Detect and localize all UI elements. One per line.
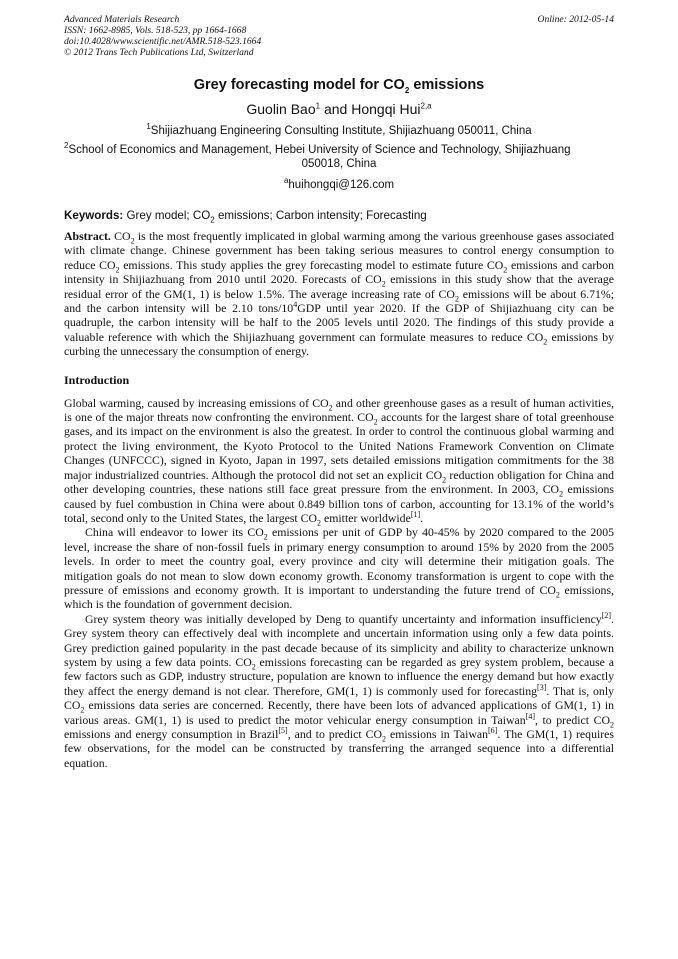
citation-6[interactable]: [6] bbox=[488, 726, 498, 736]
paper-page bbox=[64, 14, 614, 770]
abstract-label: Abstract. bbox=[64, 229, 111, 243]
keywords-label: Keywords: bbox=[64, 209, 124, 222]
journal-header bbox=[64, 14, 614, 58]
affiliation-1: $^1$Shijiazhuang Engineering Consulting Institute, Shijiazhuang 050011, China bbox=[146, 122, 532, 137]
paper-title: Grey forecasting model for $CO_2$ emissions bbox=[193, 77, 485, 95]
intro-paragraph-1: Global warming, caused by increasing emissions of $CO_2$ and other greenhouse gases as a result of human activities, is one of the major threats now confronting the environment. $CO_2$ accounts for the largest share of total greenhouse gases, and its impact on the environment is also the greatest. In order to control the continuous global warming and protect the living environment, the Kyoto Protocol to the United Nations Framework Convention on Climate Changes (UNFCCC), signed in Kyoto, Japan in 1997, sets detailed emissions mitigation commitments for the 38 major industrialized countries. Although the protocol did not set an explicit $CO_2$ reduction obligation for China and other developing countries, these nations still face great pressure from the environment. In 2003, $CO_2$ emissions caused by fuel combustion in China were about 0.849 billion tons of carbon, accounting for 13.1% of the world’s total, second only to the United States, the largest $CO_2$ emitter worldwide[1]. bbox=[64, 395, 615, 528]
citation-4[interactable]: [4] bbox=[525, 711, 536, 721]
author-list: Guolin Bao$^1$ and Hongqi Hui$^{2,a}$ bbox=[246, 101, 432, 117]
issn-line: ISSN: 1662-8985, Vols. 518-523, pp 1664-1668 bbox=[64, 25, 247, 36]
keywords: Keywords: Grey model; $CO_2$ emissions; Carbon intensity; Forecasting bbox=[64, 209, 427, 225]
author-1: Guolin Bao bbox=[246, 101, 316, 117]
citation-3[interactable]: [3] bbox=[537, 682, 547, 692]
intro-paragraph-3: Grey system theory was initially developed by Deng to quantify uncertainty and information insufficiency[2]. Grey system theory can effectively deal with incomplete and uncertain information using only a few data points. Grey prediction gained popularity in the past decade because of its simplicity and ability to characterize unknown system by using a few data points. $CO_2$ emissions forecasting can be regarded as grey system problem, because a few factors such as GDP, industry structure, population are known to influence the energy demand but how exactly they affect the energy demand is not clear. Therefore, GM(1, 1) is commonly used for forecasting[3]. That is, only $CO_2$ emissions data series are concerned. Recently, there have been lots of advanced applications of GM(1, 1) in various areas. GM(1, 1) is used to predict the motor vehicular energy consumption in Taiwan[4], to predict $CO_2$ emissions and energy consumption in Brazil[5], and to predict $CO_2$ emissions in Taiwan[6]. The GM(1, 1) requires few observations, for the model can be constructed by transferring the arranged sequence into a differential equation. bbox=[64, 610, 614, 770]
doi-line[interactable]: doi:10.4028/www.scientific.net/AMR.518-523.1664 bbox=[64, 36, 262, 47]
citation-5[interactable]: [5] bbox=[278, 726, 288, 736]
section-heading-introduction: Introduction bbox=[64, 372, 130, 387]
affiliation-2: $^2$School of Economics and Management, Hebei University of Science and Technology, Shijiazhuang 050018, China bbox=[64, 141, 571, 170]
journal-name: Advanced Materials Research bbox=[64, 14, 180, 25]
copyright-line: © 2012 Trans Tech Publications Ltd, Switzerland bbox=[64, 47, 254, 58]
abstract: Abstract. $CO_2$ is the most frequently implicated in global warming among the various greenhouse gases associated with climate change. Chinese government has been taking serious measures to control energy consumption to reduce $CO_2$ emissions. This study applies the grey forecasting model to estimate future $CO_2$ emissions and carbon intensity in Shijiazhuang from 2010 until 2020. Forecasts of $CO_2$ emissions in this study show that the average residual error of the GM(1, 1) is below 1.5%. The average increasing rate of $CO_2$ emissions will be about 6.71%; and the carbon intensity will be 2.10 tons/$10^4GDP$ until year 2020. If the GDP of Shijiazhuang city can be quadruple, the carbon intensity will be half to the 2005 levels until 2020. The findings of this study provide a valuable reference with which the Shijiazhuang government can formulate measures to reduce $CO_2$ emissions by curbing the unnecessary the consumption of energy. bbox=[64, 229, 615, 359]
online-date: Online: 2012-05-14 bbox=[537, 14, 614, 25]
citation-1[interactable]: [1] bbox=[410, 509, 421, 519]
intro-paragraph-2: China will endeavor to lower its $CO_2$ emissions per unit of GDP by 40-45% by 2020 compared to the 2005 level, increase the share of non-fossil fuels in primary energy consumption to around 15% by 2020 from the 2005 levels. In order to meet the country goal, every province and city will determine their mitigation goals. The mitigation goals do not mean to slow down economy growth. Economy transformation is urgent to cope with the pressure of emissions and economy growth. It is important to understanding the future trend of $CO_2$ emissions, which is the foundation of government decision. bbox=[64, 525, 614, 612]
citation-2[interactable]: [2] bbox=[601, 610, 612, 620]
author-email[interactable]: $^a$huihongqi@126.com bbox=[283, 176, 395, 191]
author-2: and Hongqi Hui bbox=[320, 101, 421, 117]
